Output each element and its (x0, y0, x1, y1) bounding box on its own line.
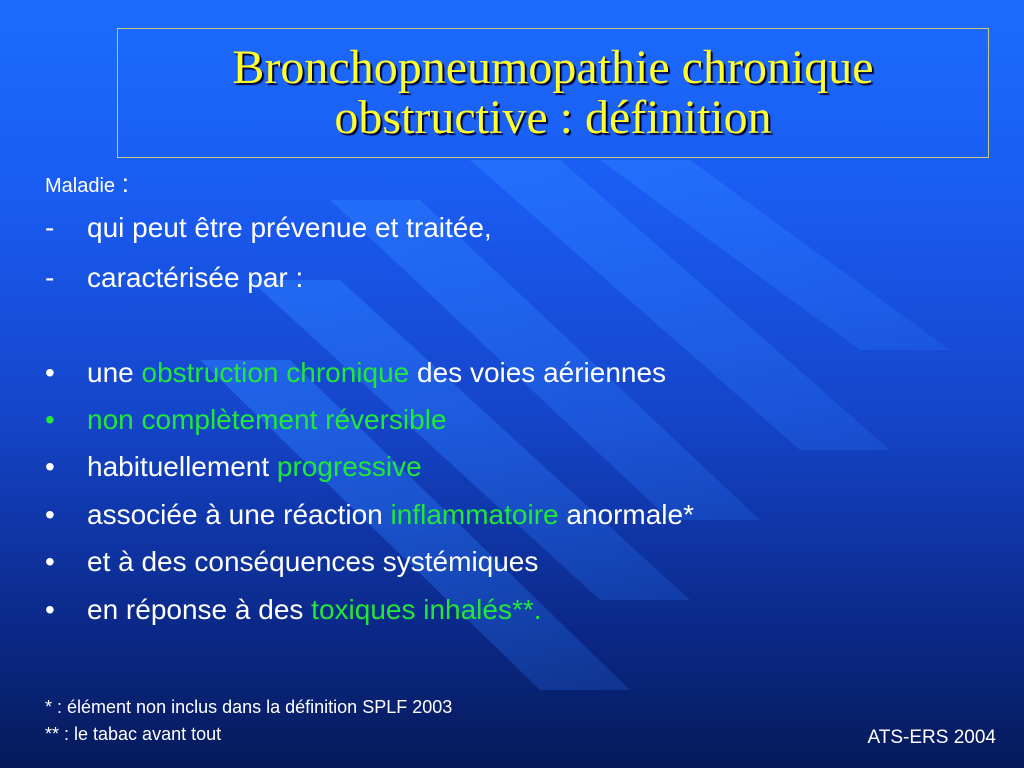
bullet-item-4 (45, 499, 694, 531)
bullet-marker: • (45, 404, 55, 435)
title-line-1: Bronchopneumopathie chronique (232, 41, 874, 94)
bullet-marker: • (45, 357, 55, 388)
bullet-item-6 (45, 594, 542, 626)
bullet-text-after: des voies aériennes (409, 357, 667, 388)
bullet-text: en réponse à des (87, 594, 312, 625)
bullet-item-2 (45, 404, 447, 436)
title-line-2: obstructive : définition (334, 91, 772, 144)
intro-line (45, 168, 129, 199)
bullet-marker: • (45, 594, 55, 625)
bullet-highlight: inflammatoire (390, 499, 559, 530)
bullet-text: et à des conséquences systémiques (87, 546, 539, 577)
bullet-highlight: non complètement réversible (87, 404, 447, 435)
title-box (117, 28, 989, 158)
bullet-marker: • (45, 546, 55, 577)
dash-marker: - (45, 212, 55, 243)
bullet-item-5 (45, 546, 538, 578)
bullet-marker: • (45, 499, 55, 530)
bullet-highlight: toxiques inhalés**. (311, 594, 542, 625)
dash-item-text: qui peut être prévenue et traitée, (87, 212, 492, 243)
bullet-marker: • (45, 451, 55, 482)
bullet-text: une (87, 357, 142, 388)
footnote-1: * : élément non inclus dans la définition SPLF 2003 (45, 697, 453, 717)
bullet-highlight: progressive (276, 451, 422, 482)
dash-marker: - (45, 262, 55, 293)
dash-item-text: caractérisée par : (87, 262, 304, 293)
bullet-item-3 (45, 451, 422, 483)
intro-colon: : (121, 168, 129, 198)
bullet-highlight: obstruction chronique (141, 357, 410, 388)
footnote-2: ** : le tabac avant tout (45, 724, 222, 744)
intro-word: Maladie (45, 175, 116, 197)
source-credit: ATS-ERS 2004 (867, 727, 996, 748)
bullet-text: associée à une réaction (87, 499, 391, 530)
dash-item-2 (45, 262, 303, 294)
bullet-text-after: anormale* (558, 499, 694, 530)
bullet-text: habituellement (87, 451, 277, 482)
bullet-item-1 (45, 357, 666, 389)
dash-item-1 (45, 212, 492, 244)
